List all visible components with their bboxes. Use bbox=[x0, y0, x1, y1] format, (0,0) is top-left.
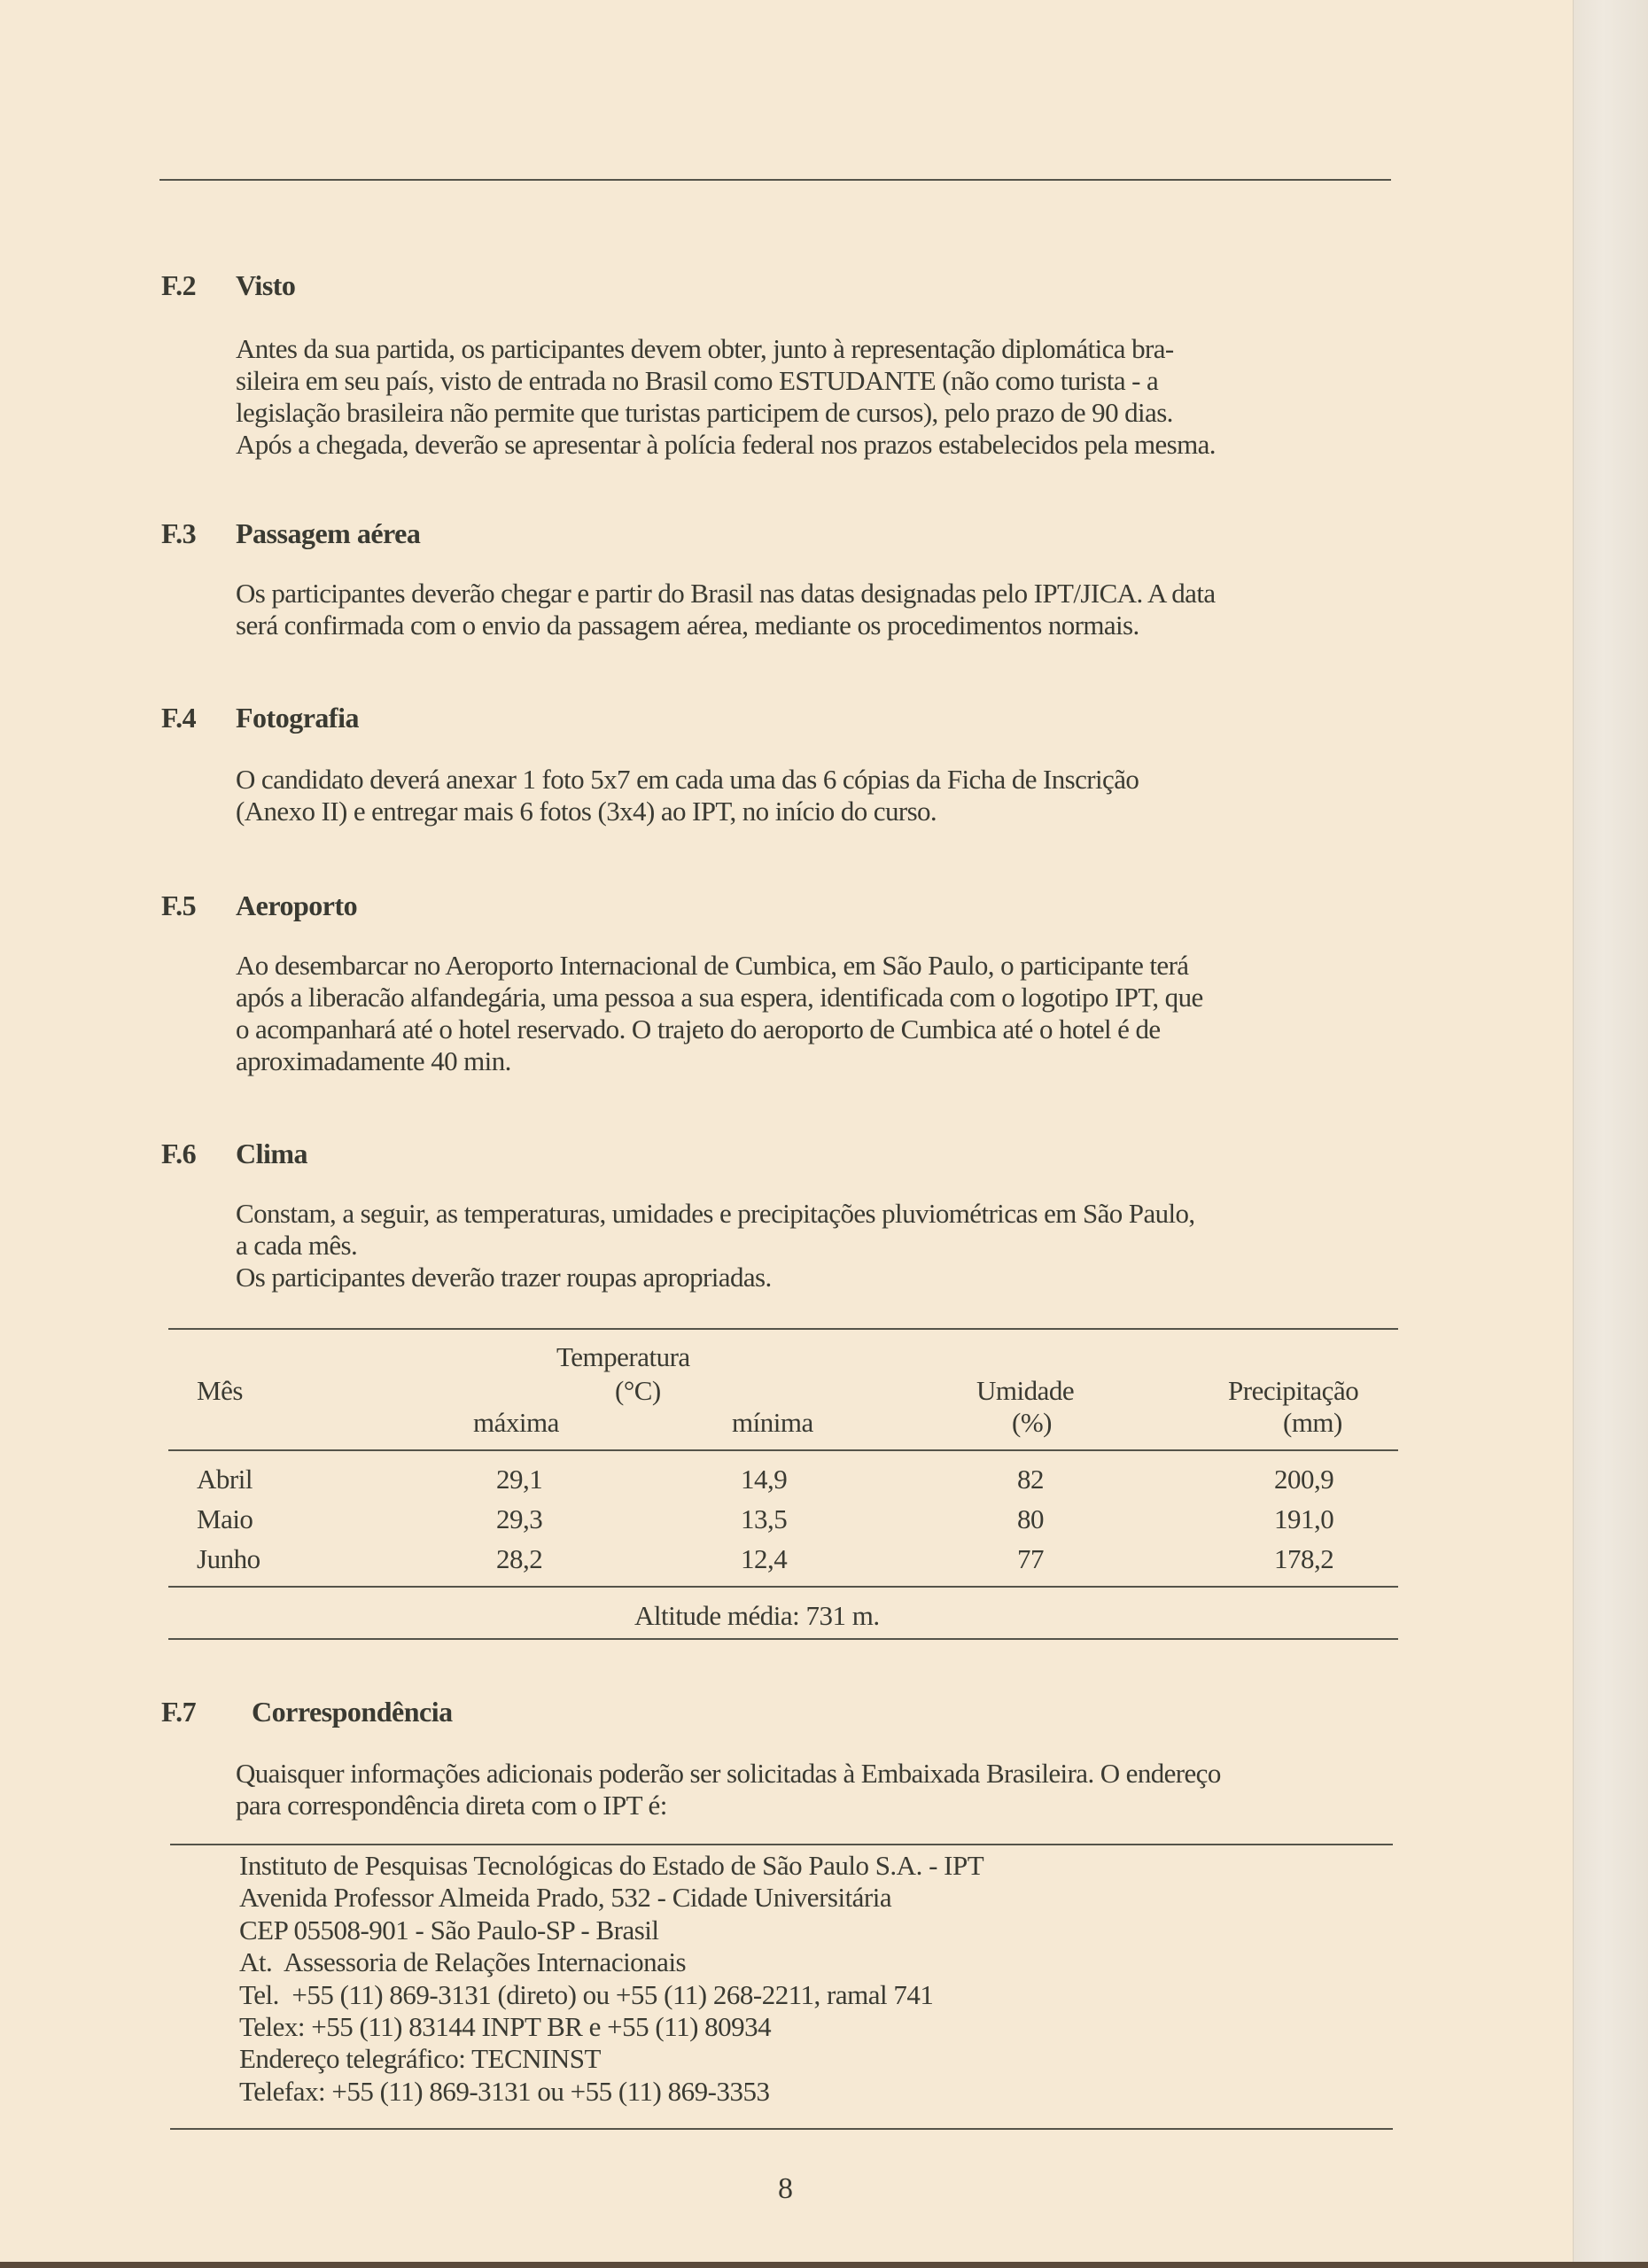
header-humidity: Umidade bbox=[976, 1375, 1075, 1406]
section-number-f2: F.2 bbox=[161, 269, 197, 301]
text-line: será confirmada com o envio da passagem aérea, mediante os procedimentos normais. bbox=[236, 610, 1139, 641]
section-title-aeroporto: Aeroporto bbox=[236, 889, 358, 921]
cell-humidity: 82 bbox=[1017, 1464, 1044, 1495]
section-body-fotografia bbox=[236, 764, 1396, 827]
text-line: o acompanhará até o hotel reservado. O trajeto do aeroporto de Cumbica até o hotel é de bbox=[236, 1014, 1161, 1045]
header-precipitation: Precipitação bbox=[1228, 1375, 1359, 1406]
address-line: Tel. +55 (11) 869-3131 (direto) ou +55 (11) 268-2211, ramal 741 bbox=[239, 1978, 934, 2010]
text-line: Ao desembarcar no Aeroporto Internacional de Cumbica, em São Paulo, o participante terá bbox=[236, 950, 1189, 981]
cell-max: 29,1 bbox=[496, 1464, 543, 1495]
cell-min: 13,5 bbox=[741, 1503, 788, 1534]
text-line: para correspondência direta com o IPT é: bbox=[236, 1790, 667, 1821]
page-number: 8 bbox=[778, 2172, 793, 2205]
cell-min: 12,4 bbox=[741, 1543, 788, 1574]
section-number-f5: F.5 bbox=[161, 889, 197, 921]
address-line: Endereço telegráfico: TECNINST bbox=[239, 2043, 601, 2075]
text-line: (Anexo II) e entregar mais 6 fotos (3x4) ao IPT, no início do curso. bbox=[236, 796, 937, 827]
address-line: CEP 05508-901 - São Paulo-SP - Brasil bbox=[239, 1914, 659, 1946]
header-humidity-unit: (%) bbox=[1012, 1407, 1052, 1438]
text-line: Os participantes deverão trazer roupas apropriadas. bbox=[236, 1262, 772, 1293]
text-line: sileira em seu país, visto de entrada no Brasil como ESTUDANTE (não como turista - a bbox=[236, 365, 1159, 396]
address-line: At. Assessoria de Relações Internacionais bbox=[239, 1946, 687, 1978]
section-body-passagem bbox=[236, 578, 1396, 641]
text-line: legislação brasileira não permite que turistas participem de cursos), pelo prazo de 90 dias. bbox=[236, 397, 1173, 428]
table-top-rule bbox=[168, 1328, 1398, 1330]
text-line: Após a chegada, deverão se apresentar à polícia federal nos prazos estabelecidos pela mesma. bbox=[236, 429, 1216, 460]
ipt-address-block bbox=[239, 1850, 983, 2108]
cell-month: Junho bbox=[197, 1543, 260, 1574]
text-line: Quaisquer informações adicionais poderão ser solicitadas à Embaixada Brasileira. O endereço bbox=[236, 1758, 1221, 1789]
header-max: máxima bbox=[473, 1407, 559, 1438]
header-rule bbox=[159, 179, 1391, 181]
header-min: mínima bbox=[732, 1407, 813, 1438]
table-bottom-rule bbox=[168, 1586, 1398, 1588]
table-footer-altitude: Altitude média: 731 m. bbox=[634, 1600, 880, 1631]
text-line: após a liberacão alfandegária, uma pessoa a sua espera, identificada com o logotipo IPT, que bbox=[236, 982, 1203, 1013]
header-temperature-unit: (°C) bbox=[615, 1375, 661, 1406]
cell-min: 14,9 bbox=[741, 1464, 788, 1495]
address-line: Telex: +55 (11) 83144 INPT BR e +55 (11) 80934 bbox=[239, 2011, 772, 2043]
section-title-clima: Clima bbox=[236, 1138, 308, 1169]
section-title-fotografia: Fotografia bbox=[236, 702, 359, 734]
cell-humidity: 80 bbox=[1017, 1503, 1044, 1534]
section-number-f4: F.4 bbox=[161, 702, 197, 734]
cell-precipitation: 200,9 bbox=[1274, 1464, 1334, 1495]
cell-max: 29,3 bbox=[496, 1503, 543, 1534]
address-line: Avenida Professor Almeida Prado, 532 - Cidade Universitária bbox=[239, 1882, 892, 1914]
section-body-correspondencia bbox=[236, 1758, 1396, 1821]
section-body-aeroporto bbox=[236, 950, 1396, 1077]
text-line: a cada mês. bbox=[236, 1230, 358, 1261]
section-title-visto: Visto bbox=[236, 269, 296, 301]
cell-precipitation: 178,2 bbox=[1274, 1543, 1334, 1574]
header-temperature: Temperatura bbox=[556, 1341, 690, 1372]
text-line: Constam, a seguir, as temperaturas, umidades e precipitações pluviométricas em São Paulo, bbox=[236, 1198, 1195, 1229]
section-body-clima bbox=[236, 1198, 1396, 1293]
table-header-rule bbox=[168, 1449, 1398, 1451]
cell-month: Maio bbox=[197, 1503, 253, 1534]
header-precipitation-unit: (mm) bbox=[1283, 1407, 1342, 1438]
section-title-correspondencia: Correspondência bbox=[252, 1696, 453, 1728]
cell-precipitation: 191,0 bbox=[1274, 1503, 1334, 1534]
cell-month: Abril bbox=[197, 1464, 253, 1495]
text-line: Antes da sua partida, os participantes devem obter, junto à representação diplomática bra- bbox=[236, 333, 1174, 364]
section-number-f7: F.7 bbox=[161, 1696, 197, 1728]
section-number-f6: F.6 bbox=[161, 1138, 197, 1169]
address-line: Instituto de Pesquisas Tecnológicas do Estado de São Paulo S.A. - IPT bbox=[239, 1850, 984, 1881]
header-month: Mês bbox=[197, 1375, 243, 1406]
text-line: O candidato deverá anexar 1 foto 5x7 em cada uma das 6 cópias da Ficha de Inscrição bbox=[236, 764, 1139, 795]
address-bottom-rule bbox=[170, 2128, 1393, 2130]
cell-max: 28,2 bbox=[496, 1543, 543, 1574]
address-line: Telefax: +55 (11) 869-3131 ou +55 (11) 869-3353 bbox=[239, 2075, 770, 2107]
address-top-rule bbox=[170, 1844, 1393, 1845]
table-footer-rule bbox=[168, 1638, 1398, 1640]
text-line: Os participantes deverão chegar e partir do Brasil nas datas designadas pelo IPT/JICA. A data bbox=[236, 578, 1216, 609]
section-body-visto bbox=[236, 333, 1396, 461]
text-line: aproximadamente 40 min. bbox=[236, 1045, 511, 1076]
next-page-edge bbox=[1573, 0, 1648, 2262]
section-number-f3: F.3 bbox=[161, 517, 197, 549]
section-title-passagem: Passagem aérea bbox=[236, 517, 421, 549]
cell-humidity: 77 bbox=[1017, 1543, 1044, 1574]
